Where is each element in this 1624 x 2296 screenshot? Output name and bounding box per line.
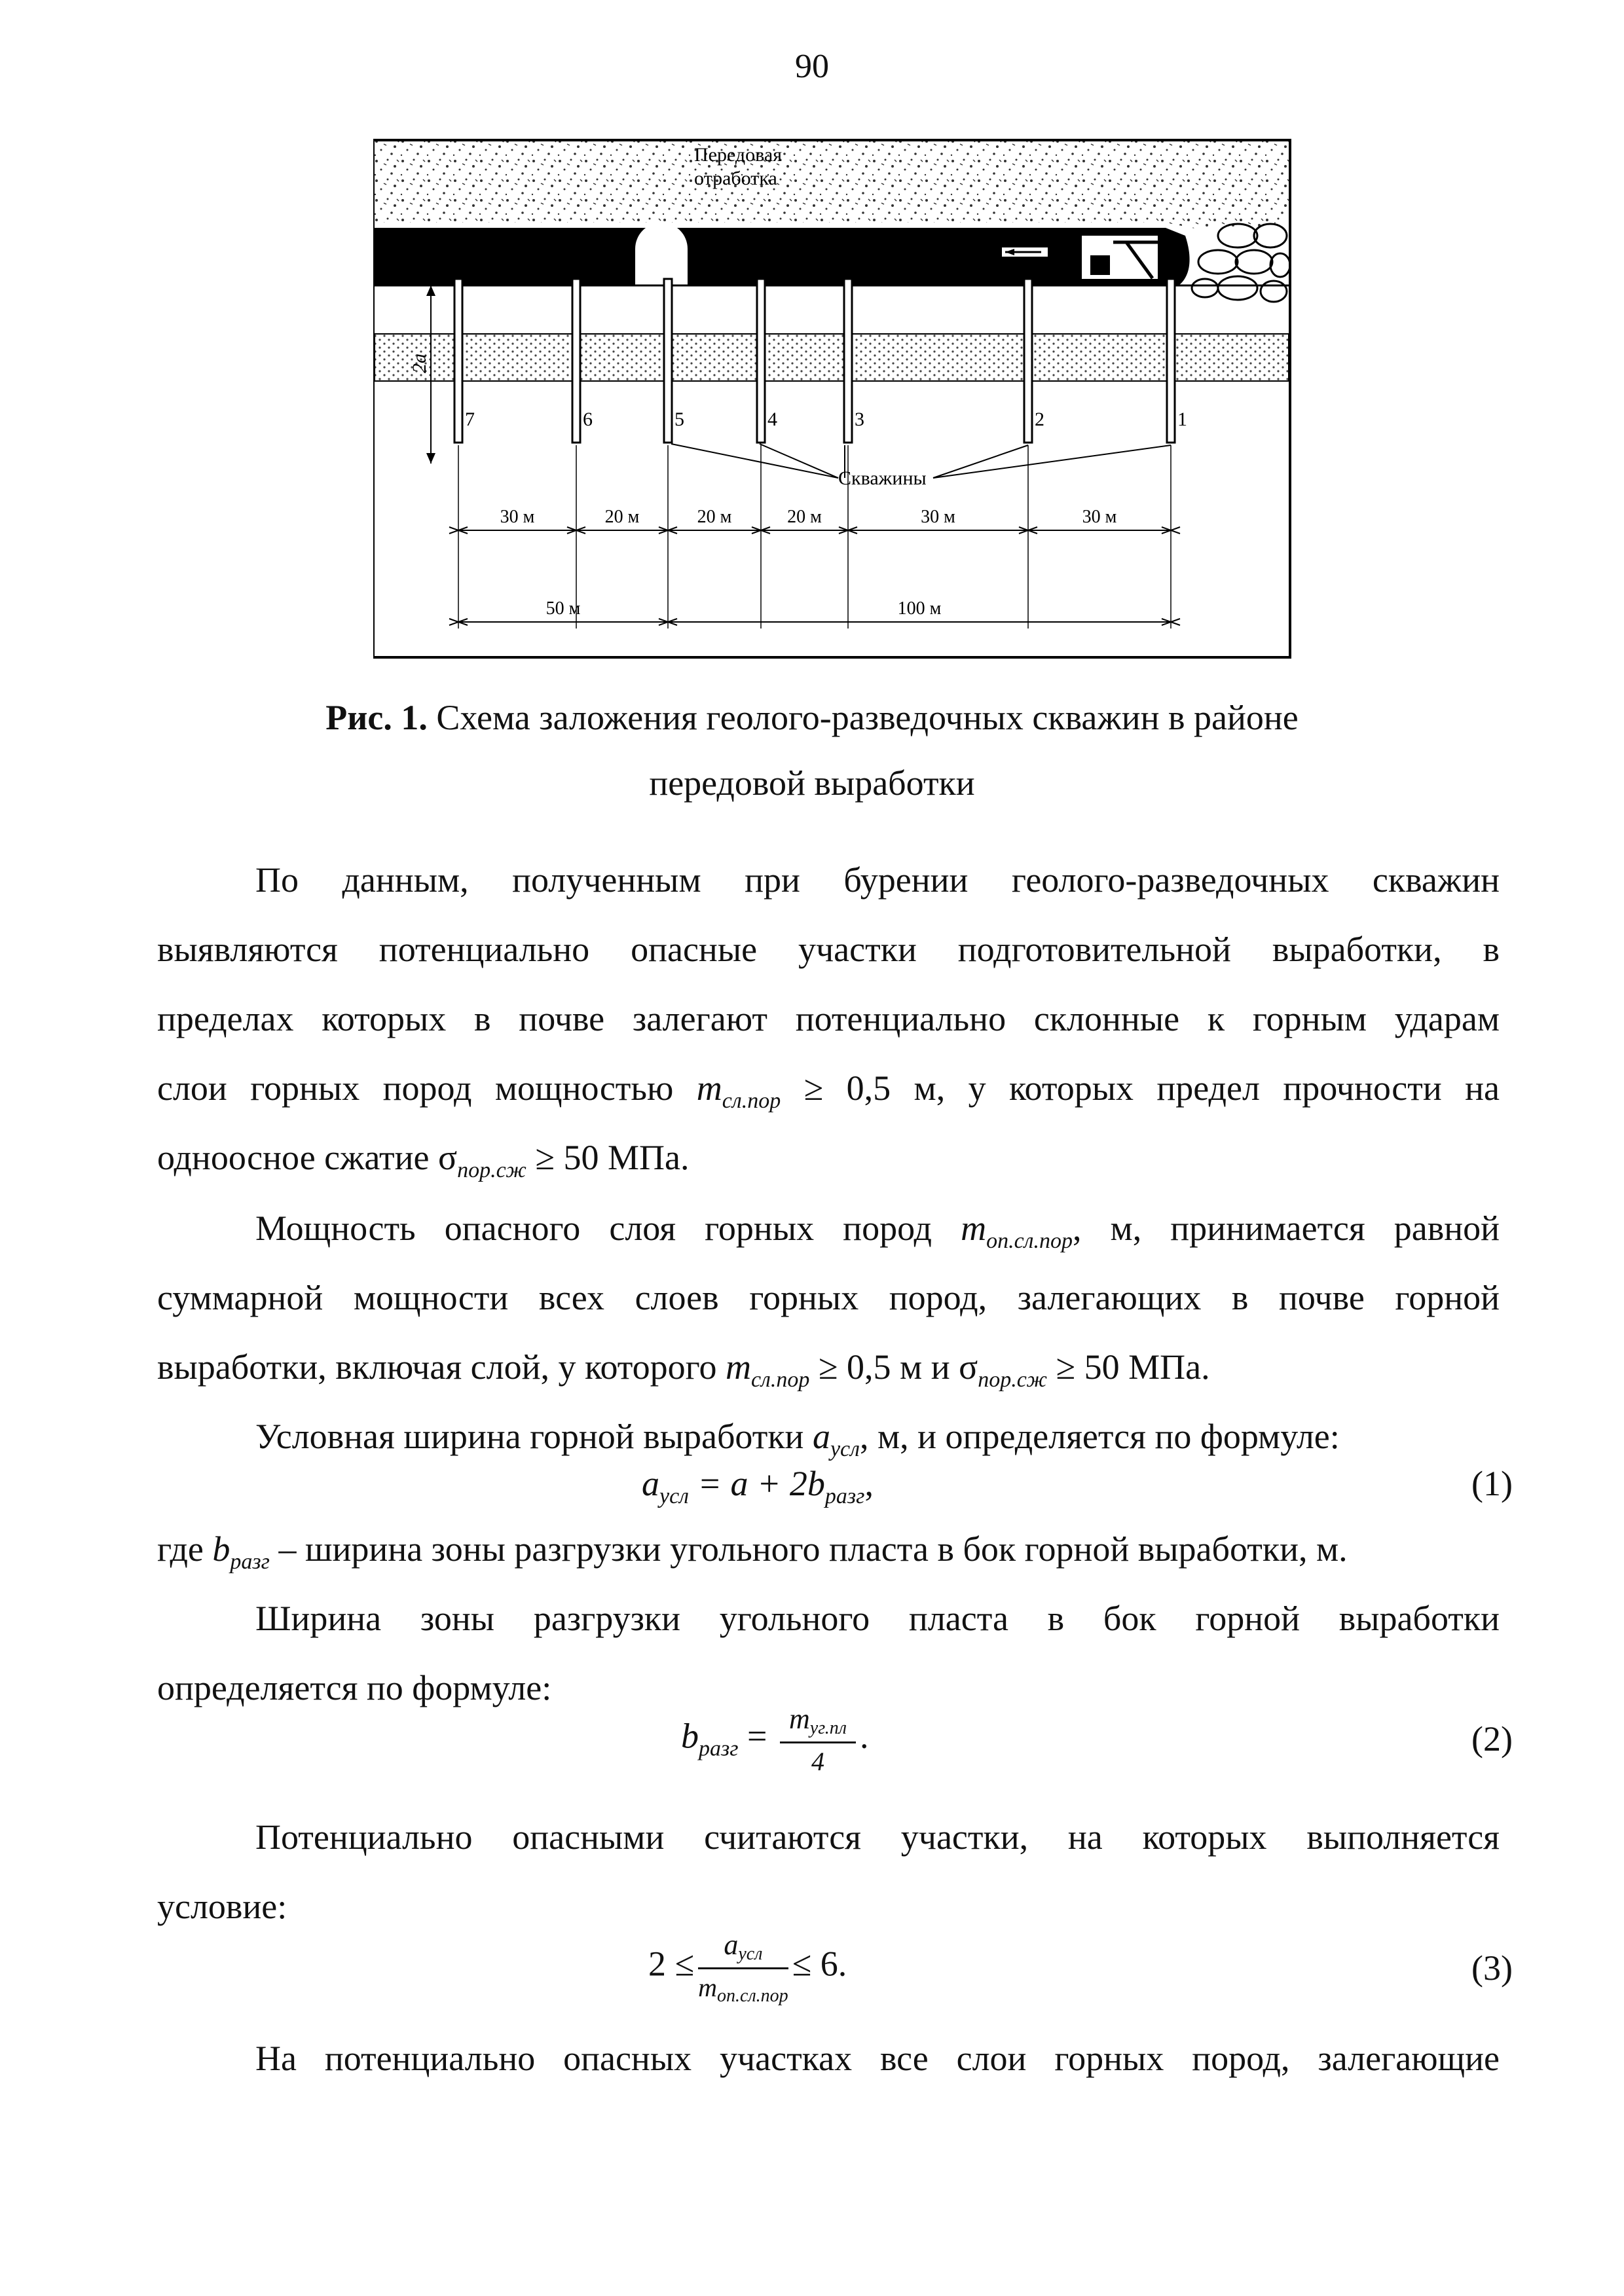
paragraph-3: Условная ширина горной выработки $a_{усл}$, м, и определяется по формуле: (255, 1417, 1340, 1461)
well-number: 6 (583, 409, 593, 430)
spacing-label: 30 м (921, 507, 955, 527)
rock-layer-soil (375, 334, 1289, 381)
label-wells: Скважины (838, 467, 927, 489)
mine-gallery (375, 228, 1190, 285)
well-number: 4 (767, 409, 777, 430)
mine-wells-diagram (373, 137, 1303, 661)
spacing-label: 20 м (604, 507, 640, 527)
well-number: 7 (465, 409, 475, 430)
spacing-label: 30 м (500, 507, 535, 527)
page-number: 90 (795, 48, 829, 85)
equation-3-number: (3) (1471, 1948, 1513, 1988)
paragraph-5-line2: определяется по формуле: (157, 1668, 552, 1707)
equation-3: 2 ≤ $\frac{a_{усл}}{m_{оп.сл.пор}}$ ≤ 6. (648, 1929, 847, 2006)
caption-label: Рис. 1. (325, 698, 428, 737)
paragraph-1-line1: По данным, полученным при бурении геолого-разведочных скважин (255, 860, 1500, 900)
equation-2: $b_{разг}$ = $\frac{m_{уг.пл}}{4}$ . (681, 1703, 869, 1776)
paragraph-7-line1: На потенциально опасных участках все слои горных пород, залегающие (255, 2039, 1500, 2078)
figure-caption (196, 694, 1428, 741)
paragraph-6-line2: условие: (157, 1887, 287, 1926)
paragraph-2-line3: выработки, включая слой, у которого $m_{сл.пор} \ge 0,5$ м и $\sigma_{пор.сж} \ge 50$ МПа. (157, 1347, 1210, 1392)
paragraph-1-line2: выявляются потенциально опасные участки подготовительной выработки, в (157, 930, 1500, 969)
spacing-label: 20 м (787, 507, 822, 527)
label-forward: Передовая (694, 144, 783, 166)
paragraph-1-line4: слои горных пород мощностью $m_{сл.пор} \ge 0,5$ м, у которых предел прочности на (157, 1068, 1500, 1113)
paragraph-4: где $b_{разг}$ – ширина зоны разгрузки угольного пласта в бок горной выработки, м. (157, 1529, 1348, 1574)
equation-1-number: (1) (1471, 1464, 1513, 1503)
figure-caption-line2: передовой выработки (649, 763, 975, 803)
paragraph-5-line1: Ширина зоны разгрузки угольного пласта в бок горной выработки (255, 1599, 1500, 1638)
well-number: 3 (855, 409, 864, 430)
paragraph-2-line1: Мощность опасного слоя горных пород $m_{оп.сл.пор}$, м, принимается равной (255, 1209, 1500, 1253)
well-number: 2 (1035, 409, 1044, 430)
spacing-label: 30 м (1082, 507, 1117, 527)
paragraph-2-line2: суммарной мощности всех слоев горных пород, залегающих в почве горной (157, 1278, 1500, 1317)
paragraph-6-line1: Потенциально опасными считаются участки, на которых выполняется (255, 1817, 1500, 1857)
label-working: отработка (694, 168, 777, 189)
label-2a: 2a (409, 354, 430, 373)
overburden-rock-layer (375, 141, 1289, 229)
spacing-label: 100 м (897, 598, 942, 619)
equation-1: $a_{усл} = a + 2b_{разг}$, (642, 1464, 874, 1508)
arch-opening (635, 223, 688, 285)
caption-line1: Схема заложения геолого-разведочных скважин в районе (427, 698, 1299, 737)
spacing-label: 50 м (545, 598, 581, 619)
well-number: 5 (674, 409, 684, 430)
paragraph-1-line5: одноосное сжатие $\sigma_{пор.сж} \ge 50$ МПа. (157, 1138, 690, 1182)
spacing-label: 20 м (697, 507, 732, 527)
paragraph-1-line3: пределах которых в почве залегают потенциально склонные к горным ударам (157, 999, 1500, 1038)
equation-2-number: (2) (1471, 1719, 1513, 1758)
well-number: 1 (1177, 409, 1187, 430)
